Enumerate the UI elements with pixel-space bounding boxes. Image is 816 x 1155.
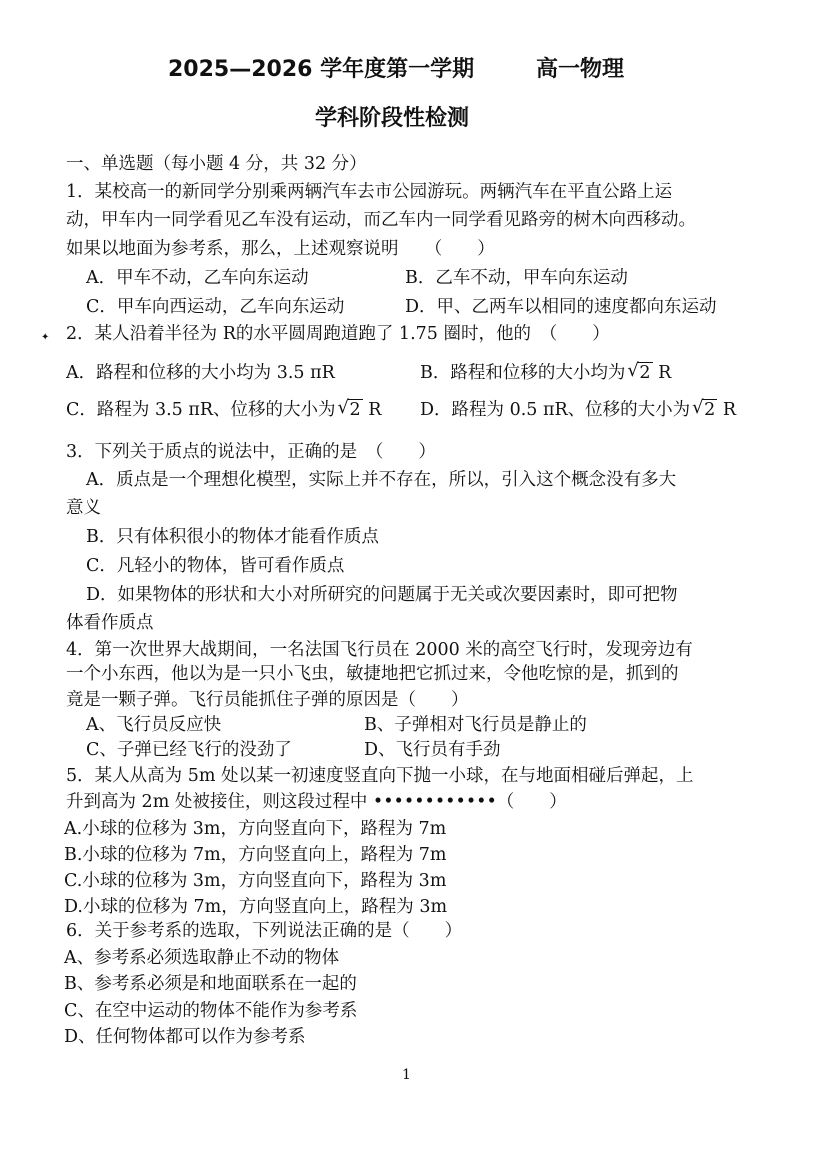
page-number: 1: [402, 1067, 411, 1083]
q6-option-c: C、在空中运动的物体不能作为参考系: [64, 1001, 358, 1021]
q2-option-d: D．路程为 0.5 πR、位移的大小为 √ 2 R: [420, 397, 737, 420]
q4-line3: 竟是一颗子弹。飞行员能抓住子弹的原因是（ ）: [66, 690, 469, 710]
q2-option-b: B．路程和位移的大小均为 √ 2 R: [420, 360, 672, 383]
q1-option-a: A．甲车不动，乙车向东运动: [86, 268, 309, 288]
q2-stem: 2．某人沿着半径为 R的水平圆周跑道跑了 1.75 圈时，他的 （ ）: [66, 324, 610, 344]
q6-option-b: B、参考系必须是和地面联系在一起的: [64, 974, 357, 994]
q5-line1: 5．某人从高为 5m 处以某一初速度竖直向下抛一小球，在与地面相碰后弹起，上: [66, 766, 694, 786]
exam-title-year: 2025—2026 学年度第一学期: [168, 57, 475, 82]
q5-option-b: B.小球的位移为 7m，方向竖直向上，路程为 7m: [64, 845, 447, 865]
q4-option-a: A、飞行员反应快: [86, 715, 222, 735]
q5-option-a: A.小球的位移为 3m，方向竖直向下，路程为 7m: [64, 819, 447, 839]
q1-line2: 动，甲车内一同学看见乙车没有运动，而乙车内一同学看见路旁的树木向西移动。: [66, 210, 696, 230]
sqrt-symbol: √ 2: [692, 397, 716, 420]
q6-option-d: D、任何物体都可以作为参考系: [64, 1027, 306, 1047]
sqrt-symbol: √ 2: [627, 360, 651, 383]
exam-subtitle: 学科阶段性检测: [315, 106, 470, 131]
q1-line3: 如果以地面为参考系，那么，上述观察说明 （ ）: [66, 239, 495, 259]
q4-option-c: C、子弹已经飞行的没劲了: [86, 740, 292, 760]
q6-option-a: A、参考系必须选取静止不动的物体: [64, 948, 340, 968]
sqrt-symbol: √ 2: [337, 397, 361, 420]
q3-option-d: D．如果物体的形状和大小对所研究的问题属于无关或次要因素时，即可把物: [86, 585, 678, 605]
margin-mark: ✦: [41, 332, 50, 343]
q2-option-d-text: D．路程为 0.5 πR、位移的大小为: [420, 400, 691, 420]
q4-line1: 4．第一次世界大战期间，一名法国飞行员在 2000 米的高空飞行时，发现旁边有: [66, 640, 693, 660]
q3-option-b: B．只有体积很小的物体才能看作质点: [86, 527, 379, 547]
q1-option-b: B．乙车不动，甲车向东运动: [405, 268, 628, 288]
q2-option-c: C．路程为 3.5 πR、位移的大小为 √ 2 R: [66, 397, 382, 420]
q6-stem: 6．关于参考系的选取，下列说法正确的是（ ）: [66, 921, 463, 941]
q1-option-d: D．甲、乙两车以相同的速度都向东运动: [405, 297, 717, 317]
q2-option-b-text: B．路程和位移的大小均为: [420, 363, 626, 383]
q1-line1: 1．某校高一的新同学分别乘两辆汽车去市公园游玩。两辆汽车在平直公路上运: [66, 182, 673, 202]
q2-option-a: A．路程和位移的大小均为 3.5 πR: [66, 363, 335, 383]
q3-option-d-cont: 体看作质点: [66, 613, 154, 633]
q1-option-c: C．甲车向西运动，乙车向东运动: [86, 297, 345, 317]
q5-option-c: C.小球的位移为 3m，方向竖直向下，路程为 3m: [64, 871, 447, 891]
q3-option-c: C．凡轻小的物体，皆可看作质点: [86, 556, 345, 576]
q2-option-c-text: C．路程为 3.5 πR、位移的大小为: [66, 400, 336, 420]
q4-option-d: D、飞行员有手劲: [364, 740, 501, 760]
q4-line2: 一个小东西，他以为是一只小飞虫，敏捷地把它抓过来，令他吃惊的是，抓到的: [66, 664, 679, 684]
q3-stem: 3．下列关于质点的说法中，正确的是 （ ）: [66, 442, 436, 462]
q3-option-a: A．质点是一个理想化模型，实际上并不存在，所以，引入这个概念没有多大: [86, 470, 677, 490]
q5-line2: 升到高为 2m 处被接住，则这段过程中 ••••••••••••（ ）: [66, 792, 567, 812]
q4-option-b: B、子弹相对飞行员是静止的: [364, 715, 587, 735]
section-heading: 一、单选题（每小题 4 分，共 32 分）: [66, 154, 367, 174]
q3-option-a-cont: 意义: [66, 498, 101, 518]
q5-option-d: D.小球的位移为 7m，方向竖直向上，路程为 3m: [64, 897, 448, 917]
exam-title-subject: 高一物理: [536, 57, 625, 82]
